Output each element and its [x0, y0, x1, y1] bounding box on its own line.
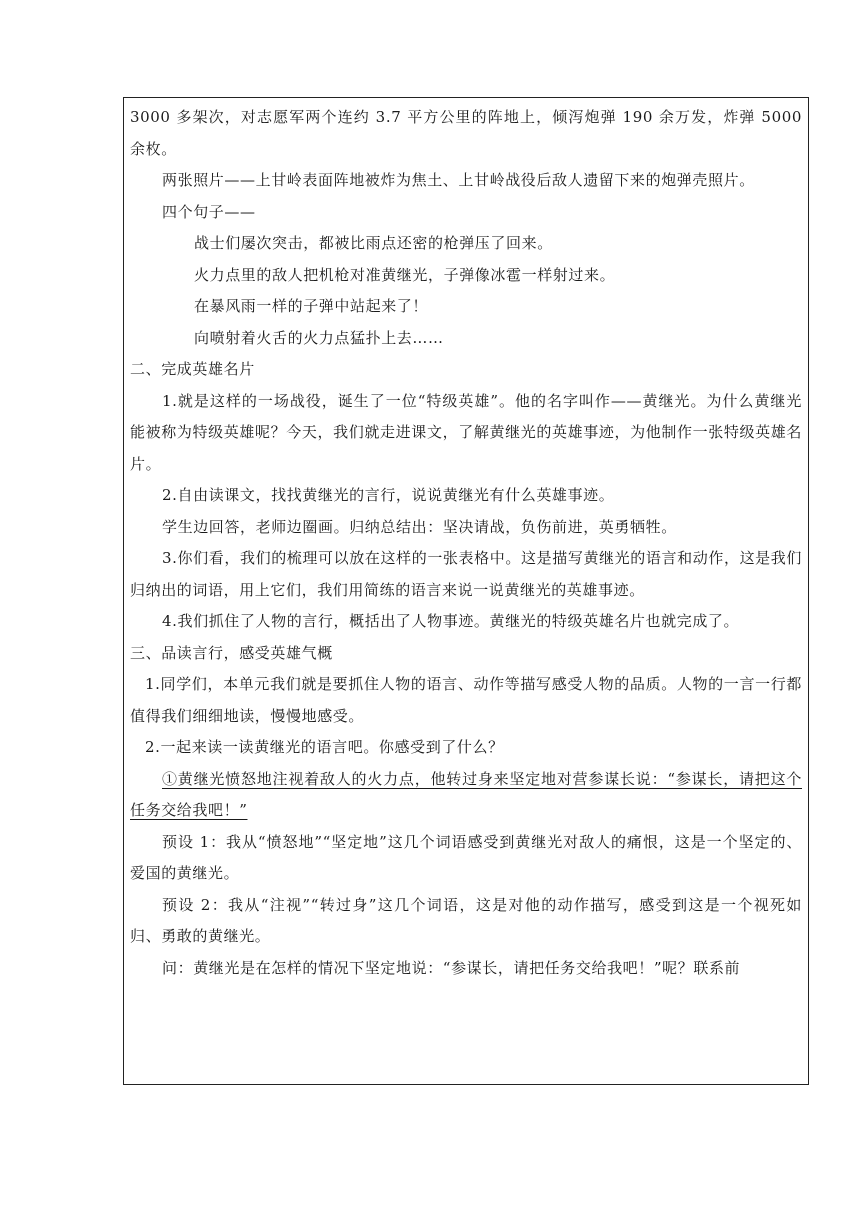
- quote-underlined: ①黄继光愤怒地注视着敌人的火力点，他转过身来坚定地对营参谋长说：“参谋长，请把这个任务交给我吧！”: [130, 769, 802, 819]
- paragraph-step-4: 4.我们抓住了人物的言行，概括出了人物事迹。黄继光的特级英雄名片也就完成了。: [162, 612, 740, 630]
- paragraph-preset-1: 预设 1：我从“愤怒地”“坚定地”这几个词语感受到黄继光对敌人的痛恨，这是一个坚定的、爱国的黄继光。: [130, 832, 802, 882]
- paragraph-step-2: 2.自由读课文，找找黄继光的言行，说说黄继光有什么英雄事迹。: [162, 486, 615, 504]
- paragraph-two-photos: 两张照片——上甘岭表面阵地被炸为焦土、上甘岭战役后敌人遗留下来的炮弹壳照片。: [162, 171, 755, 189]
- sentence-3: 在暴风雨一样的子弹中站起来了！: [194, 297, 429, 315]
- sentence-2: 火力点里的敌人把机枪对准黄继光，子弹像冰雹一样射过来。: [194, 265, 616, 284]
- paragraph-four-sentences-heading: 四个句子——: [162, 202, 256, 221]
- section-heading-2: 二、完成英雄名片: [130, 360, 255, 378]
- paragraph-step-3: 3.你们看，我们的梳理可以放在这样的一张表格中。这是描写黄继光的语言和动作，这是我们归纳出的词语，用上它们，我们用简练的语言来说一说黄继光的英雄事迹。: [130, 549, 802, 599]
- paragraph-preset-2: 预设 2：我从“注视”“转过身”这几个词语，这是对他的动作描写，感受到这是一个视死如归、勇敢的黄继光。: [130, 895, 802, 945]
- section-heading-3: 三、品读言行，感受英雄气概: [130, 643, 333, 662]
- sentence-4: 向喷射着火舌的火力点猛扑上去……: [194, 328, 444, 347]
- paragraph-summary: 学生边回答，老师边圈画。归纳总结出：坚决请战，负伤前进，英勇牺牲。: [162, 517, 677, 536]
- paragraph-bombing-stats: 3000 多架次，对志愿军两个连约 3.7 平方公里的阵地上，倾泻炮弹 190 余万发，炸弹 5000 余枚。: [130, 108, 802, 158]
- paragraph-question: 问：黄继光是在怎样的情况下坚定地说：“参谋长，请把任务交给我吧！”呢？联系前: [162, 958, 741, 977]
- lesson-plan-text: [130, 102, 802, 984]
- paragraph-item-1: 1.同学们，本单元我们就是要抓住人物的语言、动作等描写感受人物的品质。人物的一言一行都值得我们细细地读，慢慢地感受。: [130, 675, 802, 725]
- sentence-1: 战士们屡次突击，都被比雨点还密的枪弹压了回来。: [194, 234, 553, 252]
- paragraph-item-2: 2.一起来读一读黄继光的语言吧。你感受到了什么？: [145, 738, 504, 756]
- paragraph-step-1: 1.就是这样的一场战役，诞生了一位“特级英雄”。他的名字叫作——黄继光。为什么黄继光能被称为特级英雄呢？今天，我们就走进课文，了解黄继光的英雄事迹，为他制作一张特级英雄名片。: [130, 391, 802, 473]
